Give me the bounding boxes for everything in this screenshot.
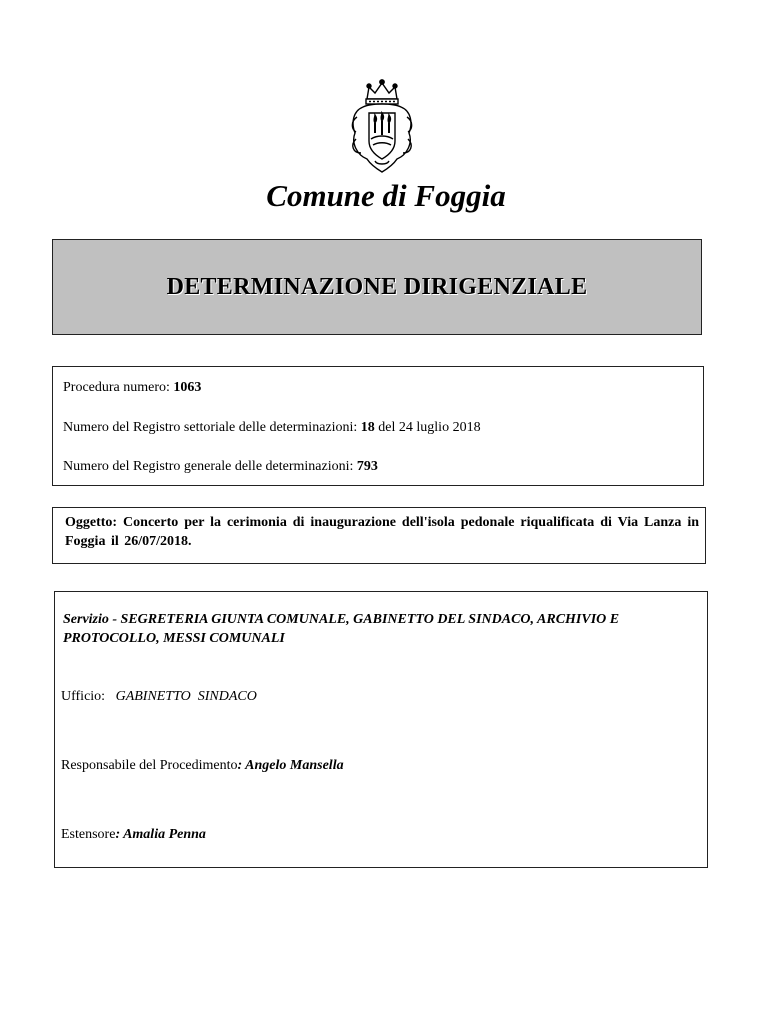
manager-value: : Angelo Mansella bbox=[237, 758, 344, 773]
manager-line bbox=[61, 758, 344, 774]
registry-box bbox=[52, 366, 704, 486]
sector-register-date: del 24 luglio 2018 bbox=[374, 420, 481, 435]
doc-type-banner bbox=[52, 239, 702, 335]
office-value: GABINETTO SINDACO bbox=[115, 689, 257, 704]
general-register-label: Numero del Registro generale delle determinazioni: bbox=[63, 459, 357, 474]
sector-register-number: 18 bbox=[360, 420, 375, 435]
info-box bbox=[54, 591, 708, 868]
author-line bbox=[61, 827, 206, 843]
procedure-number-line bbox=[63, 380, 201, 396]
general-register-line bbox=[63, 459, 378, 475]
coat-of-arms-icon bbox=[347, 77, 417, 175]
subject-box bbox=[52, 507, 706, 564]
author-value: : Amalia Penna bbox=[115, 827, 206, 842]
procedure-label: Procedura numero: bbox=[63, 380, 174, 395]
office-line bbox=[61, 689, 257, 705]
sector-register-line bbox=[63, 420, 481, 436]
subject-text: Oggetto: Concerto per la cerimonia di inaugurazione dell'isola pedonale riqualificata di Via Lanza in Foggia il 26/07/2018. bbox=[65, 515, 699, 549]
office-label: Ufficio: bbox=[61, 689, 106, 704]
general-register-number: 793 bbox=[356, 459, 378, 474]
city-title: Comune di Foggia bbox=[266, 178, 506, 213]
procedure-number: 1063 bbox=[173, 380, 202, 395]
service-line: Servizio - SEGRETERIA GIUNTA COMUNALE, GABINETTO DEL SINDACO, ARCHIVIO E PROTOCOLLO, MESSI COMUNALI bbox=[63, 612, 620, 646]
doc-type-title: DETERMINAZIONE DIRIGENZIALE bbox=[166, 273, 588, 300]
sector-register-label: Numero del Registro settoriale delle determinazioni: bbox=[63, 420, 361, 435]
manager-label: Responsabile del Procedimento bbox=[61, 758, 238, 773]
author-label: Estensore bbox=[61, 827, 116, 842]
